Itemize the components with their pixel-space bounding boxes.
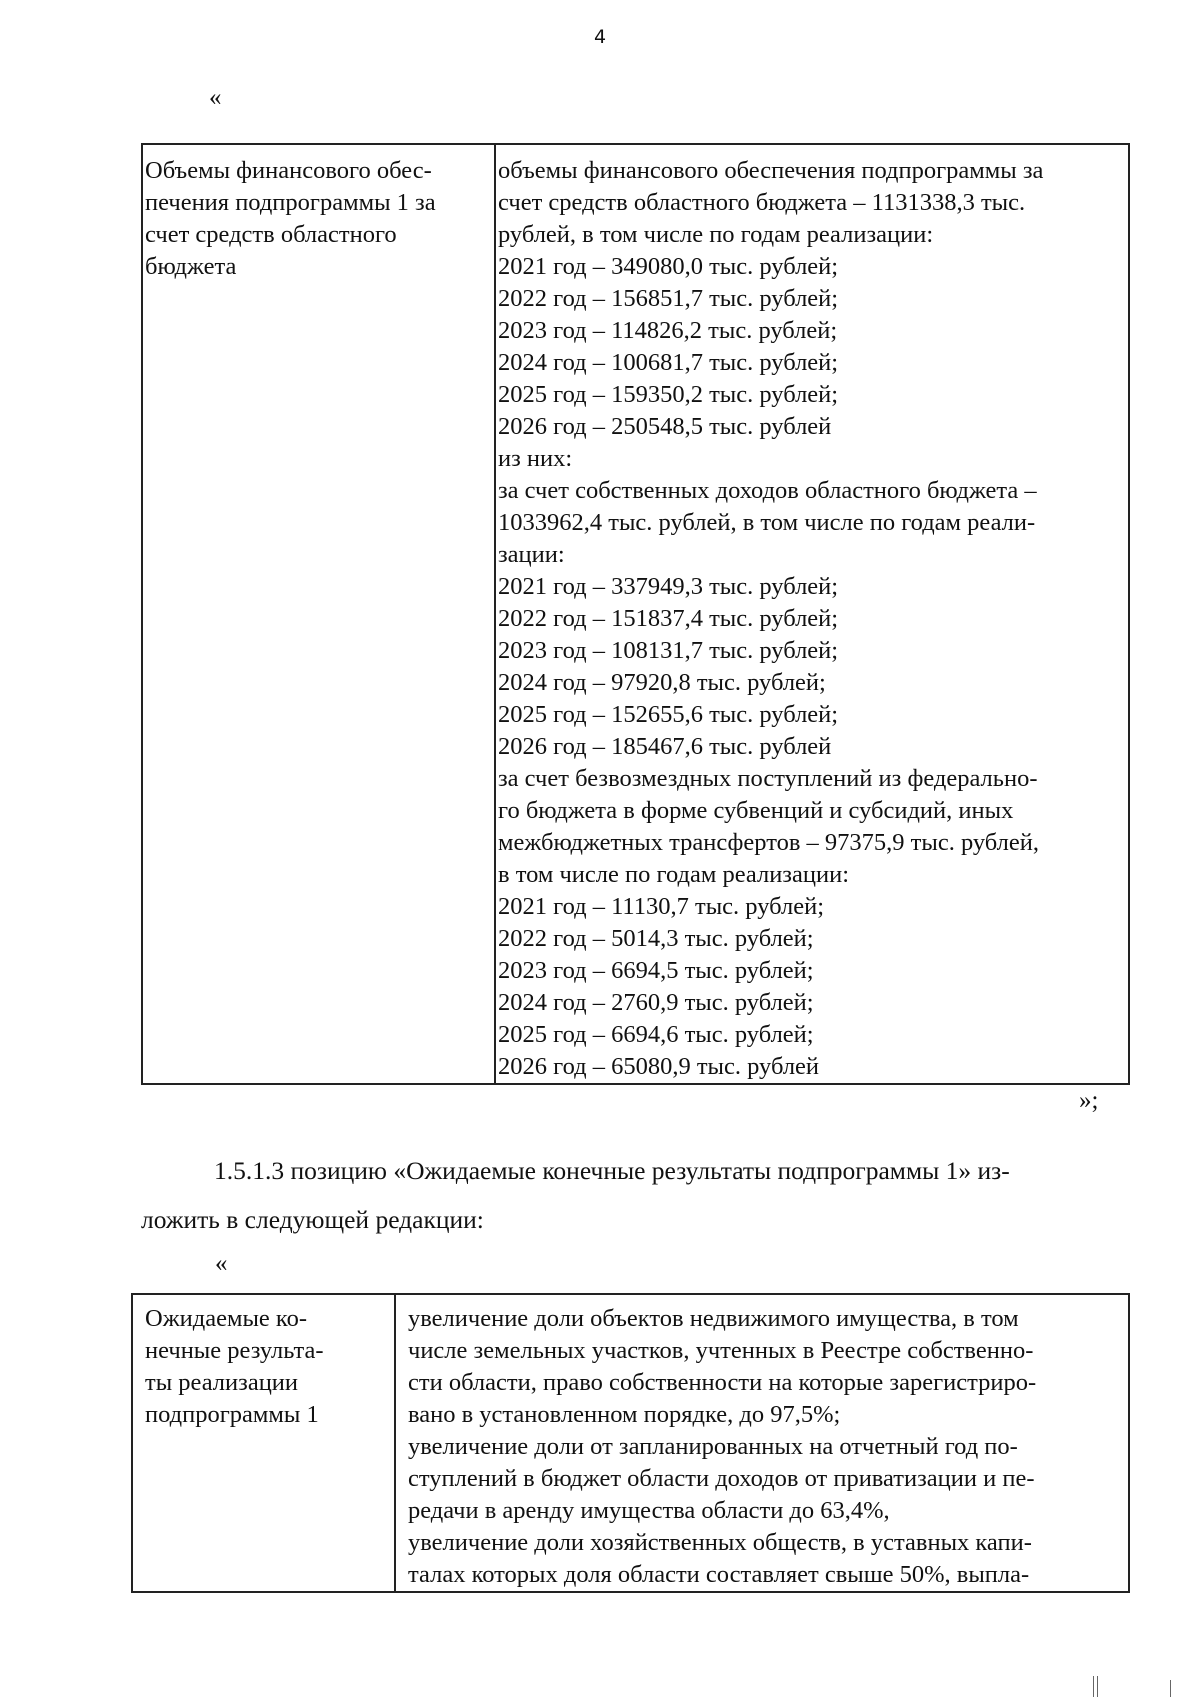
text-line: 2021 год – 349080,0 тыс. рублей; [498,253,839,280]
text-line: 2022 год – 5014,3 тыс. рублей; [498,925,814,952]
paragraph-line: ложить в следующей редакции: [141,1205,484,1234]
financing-label-cell [142,144,495,1084]
results-label-cell [132,1294,395,1592]
opening-quote: « [209,84,222,111]
page-number: 4 [593,26,607,48]
scan-mark [1093,1676,1094,1697]
text-line: Ожидаемые ко- [145,1305,307,1332]
table-row [142,144,1129,1084]
results-value-cell [395,1294,1129,1592]
text-line: ступлений в бюджет области доходов от приватизации и пе- [408,1465,1035,1492]
paragraph-line: 1.5.1.3 позицию «Ожидаемые конечные результаты подпрограммы 1» из- [214,1156,1010,1185]
text-line: 2023 год – 6694,5 тыс. рублей; [498,957,814,984]
financing-value-cell [495,144,1129,1084]
expected-results-table [131,1293,1130,1593]
text-line: 2026 год – 250548,5 тыс. рублей [498,413,832,440]
table-row [132,1294,1129,1592]
text-line: 2025 год – 159350,2 тыс. рублей; [498,381,839,408]
scan-mark [1170,1680,1171,1697]
text-line: Объемы финансового обес- [145,157,432,184]
text-line: 2024 год – 100681,7 тыс. рублей; [498,349,839,376]
text-line: зации: [498,541,565,568]
financing-label-lines [145,155,492,283]
text-line: числе земельных участков, учтенных в Реестре собственно- [408,1337,1034,1364]
opening-quote: « [215,1250,228,1277]
text-line: талах которых доля области составляет свыше 50%, выпла- [408,1561,1030,1588]
text-line: сти области, право собственности на которые зарегистриро- [408,1369,1037,1396]
text-line: вано в установленном порядке, до 97,5%; [408,1401,841,1428]
text-line: 2022 год – 151837,4 тыс. рублей; [498,605,839,632]
text-line: 2023 год – 114826,2 тыс. рублей; [498,317,838,344]
text-line: 2025 год – 6694,6 тыс. рублей; [498,1021,814,1048]
text-line: счет средств областного бюджета – 1131338,3 тыс. [498,189,1026,216]
text-line: 2021 год – 11130,7 тыс. рублей; [498,893,825,920]
text-line: из них: [498,445,573,472]
financing-table [141,143,1130,1085]
text-line: за счет собственных доходов областного бюджета – [498,477,1037,504]
text-line: редачи в аренду имущества области до 63,4%, [408,1497,890,1524]
results-label-lines [145,1303,384,1431]
text-line: за счет безвозмездных поступлений из федерально- [498,765,1038,792]
text-line: счет средств областного [145,221,397,248]
text-line: 2025 год – 152655,6 тыс. рублей; [498,701,839,728]
text-line: 2021 год – 337949,3 тыс. рублей; [498,573,839,600]
text-line: объемы финансового обеспечения подпрограммы за [498,157,1044,184]
closing-quote: »; [1079,1087,1099,1114]
text-line: го бюджета в форме субвенций и субсидий, иных [498,797,1014,824]
text-line: увеличение доли хозяйственных обществ, в уставных капи- [408,1529,1032,1556]
scan-mark [1097,1676,1098,1697]
text-line: в том числе по годам реализации: [498,861,850,888]
text-line: межбюджетных трансфертов – 97375,9 тыс. рублей, [498,829,1039,856]
text-line: подпрограммы 1 [145,1401,319,1428]
text-line: увеличение доли от запланированных на отчетный год по- [408,1433,1018,1460]
text-line: 2024 год – 97920,8 тыс. рублей; [498,669,826,696]
text-line: ты реализации [145,1369,299,1396]
text-line: 1033962,4 тыс. рублей, в том числе по годам реали- [498,509,1036,536]
text-line: 2026 год – 185467,6 тыс. рублей [498,733,832,760]
amendment-paragraph [141,1146,1130,1244]
text-line: 2023 год – 108131,7 тыс. рублей; [498,637,839,664]
text-line: 2024 год – 2760,9 тыс. рублей; [498,989,814,1016]
text-line: печения подпрограммы 1 за [145,189,436,216]
text-line: увеличение доли объектов недвижимого имущества, в том [408,1305,1019,1332]
text-line: бюджета [145,253,237,280]
text-line: 2022 год – 156851,7 тыс. рублей; [498,285,839,312]
text-line: нечные результа- [145,1337,324,1364]
text-line: рублей, в том числе по годам реализации: [498,221,934,248]
financing-value-lines [498,155,1126,1083]
results-value-lines [408,1303,1118,1591]
text-line: 2026 год – 65080,9 тыс. рублей [498,1053,820,1080]
